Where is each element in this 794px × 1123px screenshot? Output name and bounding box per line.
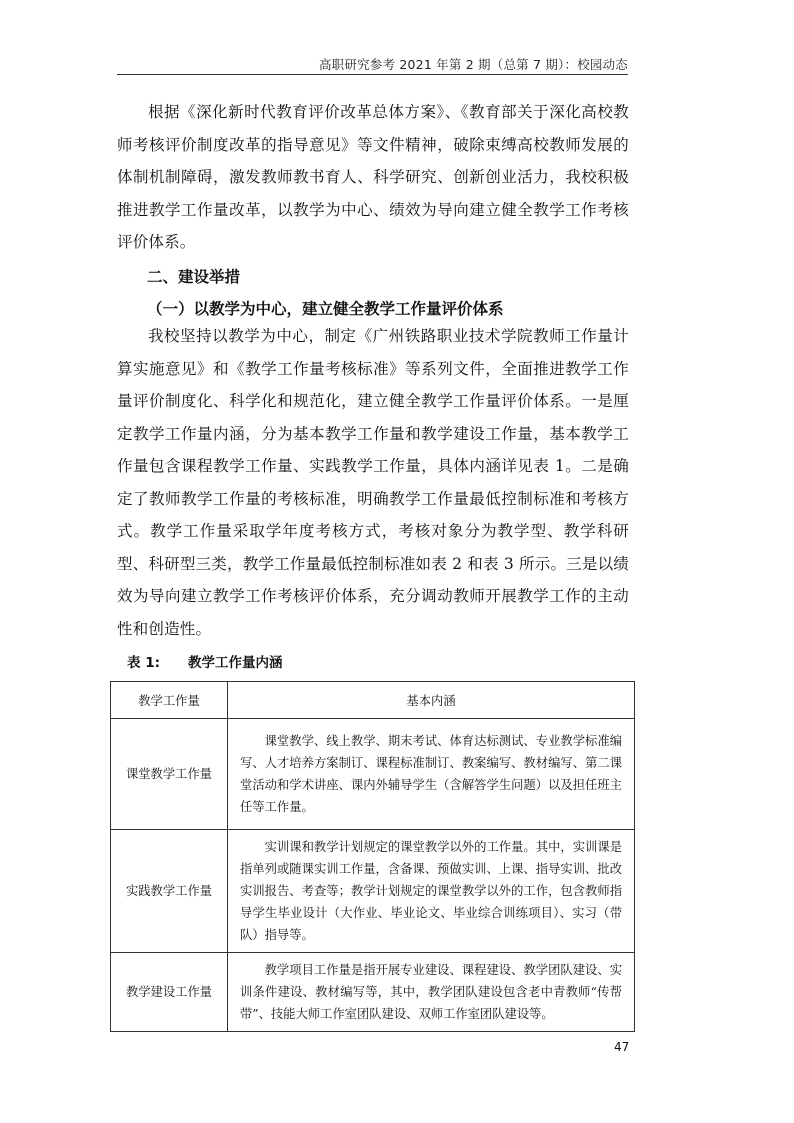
table-caption bbox=[127, 651, 283, 671]
table-caption-label: 表 1: bbox=[127, 655, 160, 671]
category-cell: 教学建设工作量 bbox=[111, 953, 228, 1032]
content-cell: 课堂教学、线上教学、期末考试、体育达标测试、专业教学标准编写、人才培养方案制订、课程标准制订、教案编写、教材编写、第二课堂活动和学术讲座、课内外辅导学生（含解答学生问题）以及担任班主任等工作量。 bbox=[228, 719, 635, 830]
table-row bbox=[111, 830, 635, 953]
content-cell: 实训课和教学计划规定的课堂教学以外的工作量。其中，实训课是指单列或随课实训工作量，含备课、预做实训、上课、指导实训、批改实训报告、考查等；教学计划规定的课堂教学以外的工作，包含教师指导学生毕业设计（大作业、毕业论文、毕业综合训练项目）、实习（带队）指导等。 bbox=[228, 830, 635, 953]
category-cell: 课堂教学工作量 bbox=[111, 719, 228, 830]
header-cell-content: 基本内涵 bbox=[228, 682, 635, 719]
content-cell: 教学项目工作量是指开展专业建设、课程建设、教学团队建设、实训条件建设、教材编写等，其中，教学团队建设包含老中青教师“传帮带”、技能大师工作室团队建设、双师工作室团队建设等。 bbox=[228, 953, 635, 1032]
table-row bbox=[111, 953, 635, 1032]
workload-table bbox=[110, 681, 635, 1032]
table-header-row bbox=[111, 682, 635, 719]
section-heading: 二、建设举措 bbox=[147, 268, 241, 286]
category-cell: 实践教学工作量 bbox=[111, 830, 228, 953]
subsection-heading: （一）以教学为中心，建立健全教学工作量评价体系 bbox=[147, 300, 504, 318]
header-cell-category: 教学工作量 bbox=[111, 682, 228, 719]
body-paragraph: 我校坚持以教学为中心，制定《广州铁路职业技术学院教师工作量计算实施意见》和《教学工作量考核标准》等系列文件，全面推进教学工作量评价制度化、科学化和规范化，建立健全教学工作量评价体系。一是厘定教学工作量内涵，分为基本教学工作量和教学建设工作量，基本教学工作量包含课程教学工作量、实践教学工作量，具体内涵详见表 1。二是确定了教师教学工作量的考核标准，明确教学工作量最低控制标准和考核方式。教学工作量采取学年度考核方式，考核对象分为教学型、教学科研型、科研型三类，教学工作量最低控制标准如表 2 和表 3 所示。三是以绩效为导向建立教学工作考核评价体系，充分调动教师开展教学工作的主动性和创造性。 bbox=[117, 327, 629, 638]
header-rule bbox=[117, 74, 628, 75]
table-caption-title: 教学工作量内涵 bbox=[188, 655, 283, 671]
page-number: 47 bbox=[614, 1040, 630, 1054]
intro-paragraph: 根据《深化新时代教育评价改革总体方案》、《教育部关于深化高校教师考核评价制度改革的指导意见》等文件精神，破除束缚高校教师发展的体制机制障碍，激发教师教书育人、科学研究、创新创业活力，我校积极推进教学工作量改革，以教学为中心、绩效为导向建立健全教学工作考核评价体系。 bbox=[117, 103, 629, 251]
running-header: 高职研究参考 2021 年第 2 期（总第 7 期）：校园动态 bbox=[318, 57, 628, 72]
table-row bbox=[111, 719, 635, 830]
